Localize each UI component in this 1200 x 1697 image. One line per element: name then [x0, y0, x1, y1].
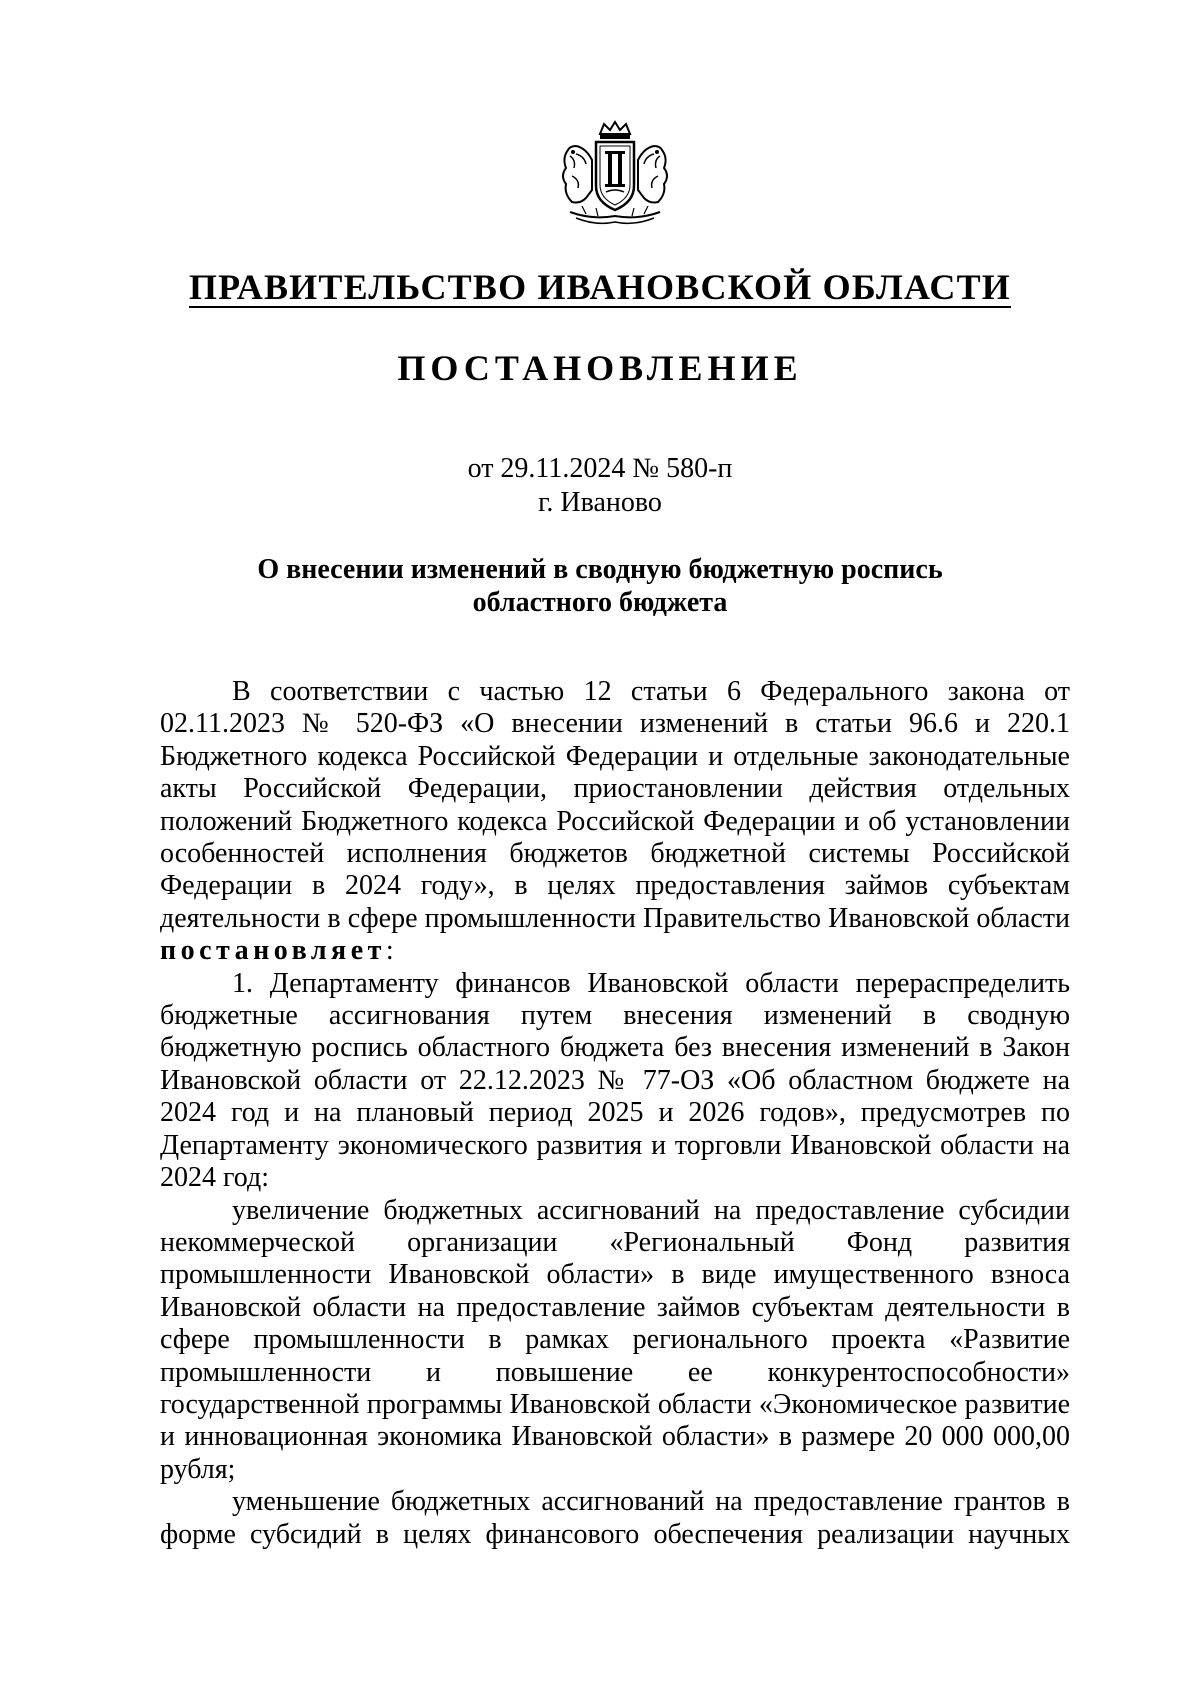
subject-line-2: областного бюджета: [472, 587, 728, 618]
preamble-paragraph: [160, 676, 1070, 968]
document-type: ПОСТАНОВЛЕНИЕ: [397, 348, 803, 388]
document-body: [160, 676, 1070, 1551]
document-subject: [0, 553, 1200, 619]
city: г. Иваново: [538, 487, 662, 518]
increase-paragraph: увеличение бюджетных ассигнований на предоставление субсидии некоммерческой организации «Региональный Фонд развития промышленности Ивановской области» в виде имущественного взноса Ивановской области на предоставление займов субъектам деятельности в сфере промышленности в рамках регионального проекта «Развитие промышленности и повышение ее конкурентоспособности» государственной программы Ивановской области «Экономическое развитие и инновационная экономика Ивановской области» в размере 20 000 000,00 рубля;: [160, 1194, 1070, 1485]
resolves-colon: :: [385, 935, 394, 967]
date-number: от 29.11.2024 № 580-п: [467, 453, 733, 484]
subject-line-1: О внесении изменений в сводную бюджетную роспись: [257, 554, 943, 585]
preamble-text: В соответствии с частью 12 статьи 6 Федерального закона от 02.11.2023 № 520-ФЗ «О внесении изменений в статьи 96.6 и 220.1 Бюджетного кодекса Российской Федерации и отдельные законодательные акты Российской Федерации, приостановлении действия отдельных положений Бюджетного кодекса Российской Федерации и об установлении особенностей исполнения бюджетов бюджетной системы Российской Федерации в 2024 году», в целях предоставления займов субъектам деятельности в сфере промышленности Правительство Ивановской области: [160, 676, 1070, 934]
item-1-paragraph: 1. Департаменту финансов Ивановской области перераспределить бюджетные ассигнования путем внесения изменений в сводную бюджетную роспись областного бюджета без внесения изменений в Закон Ивановской области от 22.12.2023 № 77-ОЗ «Об областном бюджете на 2024 год и на плановый период 2025 и 2026 годов», предусмотрев по Департаменту экономического развития и торговли Ивановской области на 2024 год:: [160, 967, 1070, 1194]
document-meta: [0, 452, 1200, 520]
organization-title: [0, 265, 1200, 309]
organization-title-text: ПРАВИТЕЛЬСТВО ИВАНОВСКОЙ ОБЛАСТИ: [188, 267, 1011, 307]
coat-of-arms-emblem: [556, 120, 674, 228]
resolves-word: постановляет: [160, 935, 386, 967]
decrease-paragraph: уменьшение бюджетных ассигнований на предоставление грантов в форме субсидий в целях финансового обеспечения реализации научных: [160, 1486, 1070, 1550]
